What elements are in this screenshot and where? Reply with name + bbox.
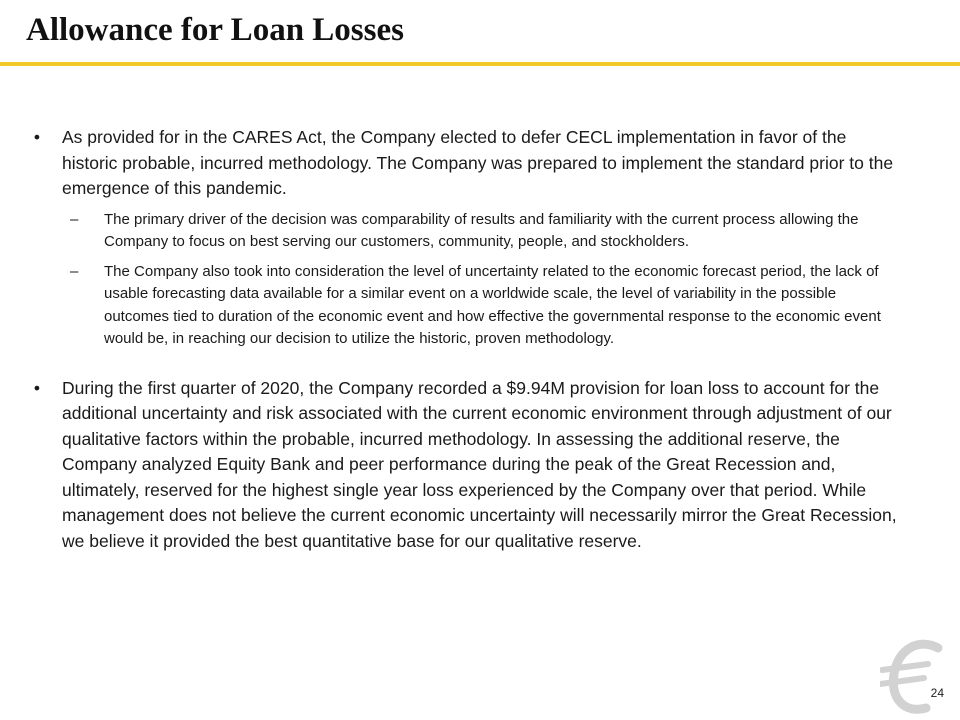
sub-bullet-text: The Company also took into consideration the level of uncertainty related to the economic forecast period, the lack of usable forecasting data available for a similar event on a worldwide scale, the level of variability in the possible outcomes tied to duration of the economic event and how effective the governmental response to the economic event would be, in reaching our decision to utilize the historic, proven methodology. — [104, 262, 881, 347]
dash-marker: – — [70, 262, 79, 280]
bullet-item — [30, 376, 905, 555]
title-divider — [0, 62, 960, 66]
sub-bullet-text: The primary driver of the decision was comparability of results and familiarity with the current process allowing the Company to focus on best serving our customers, community, people, and stockholders. — [104, 210, 859, 250]
page-title: Allowance for Loan Losses — [26, 12, 404, 48]
bullet-marker: • — [33, 377, 41, 398]
page-number: 24 — [930, 686, 944, 700]
bullet-text: As provided for in the CARES Act, the Company elected to defer CECL implementation in favor of the historic probable, incurred methodology. The Company was prepared to implement the standard prior to the emergence of this pandemic. — [62, 127, 894, 198]
dash-marker: – — [70, 210, 79, 228]
equity-bank-logo-icon — [880, 634, 952, 718]
bullet-item — [30, 125, 905, 202]
sub-bullet-item — [30, 261, 905, 351]
bullet-text: During the first quarter of 2020, the Company recorded a $9.94M provision for loan loss to account for the additional uncertainty and risk associated with the current economic environment through adjustment of our qualitative factors within the probable, incurred methodology. In assessing the additional reserve, the Company analyzed Equity Bank and peer performance during the peak of the Great Recession and, ultimately, reserved for the highest single year loss experienced by the Company over that period. While management does not believe the current economic uncertainty will necessarily mirror the Great Recession, we believe it provided the best quantitative base for our qualitative reserve. — [62, 377, 897, 551]
bullet-marker: • — [33, 127, 41, 147]
sub-bullet-item — [30, 209, 905, 254]
slide-body — [30, 125, 905, 554]
